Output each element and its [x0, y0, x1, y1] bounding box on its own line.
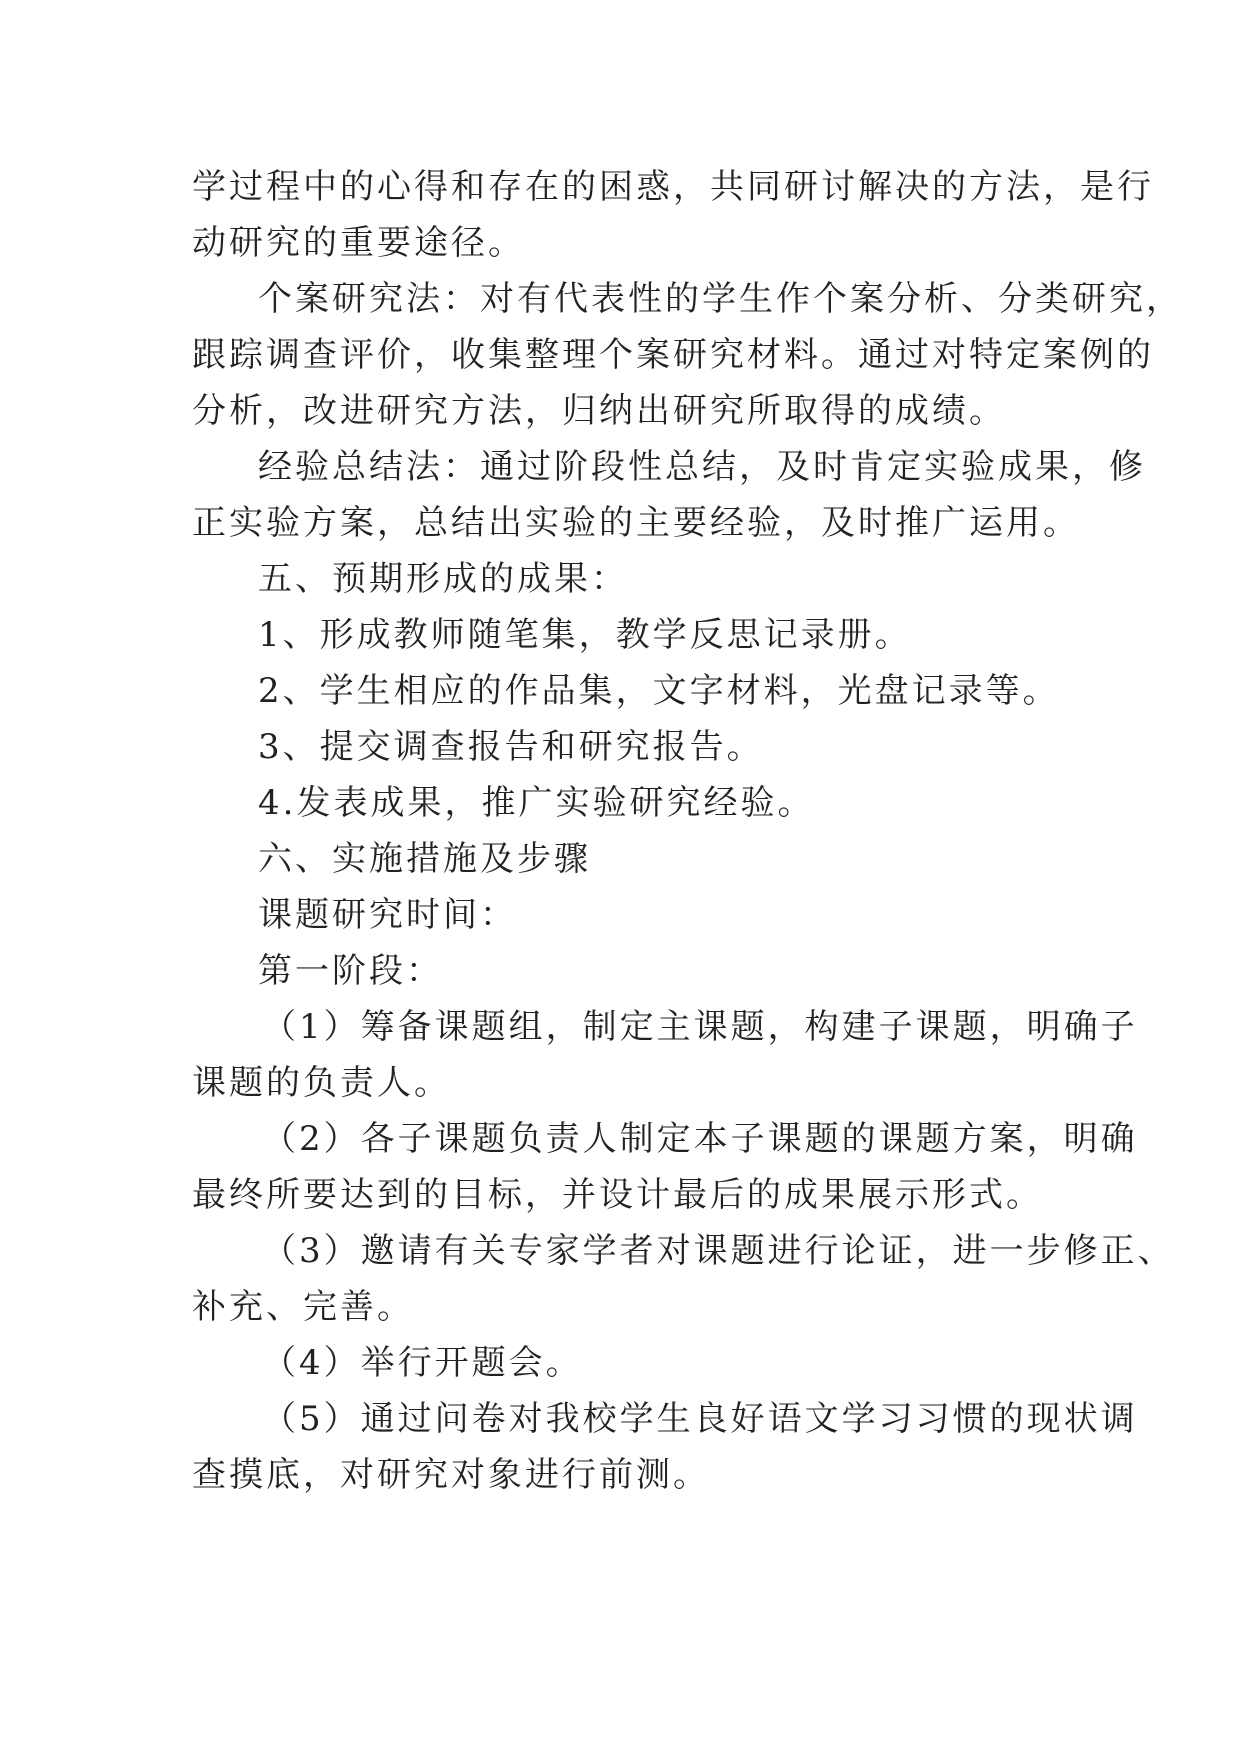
text-line: 分析，改进研究方法，归纳出研究所取得的成绩。	[192, 391, 1006, 431]
paragraph-experience-summary: 经验总结法：通过阶段性总结，及时肯定实验成果，修	[258, 447, 1146, 487]
text-line: 学过程中的心得和存在的困惑，共同研讨解决的方法，是行	[192, 167, 1154, 207]
text-line: 补充、完善。	[192, 1287, 414, 1327]
list-item: （5）通过问卷对我校学生良好语文学习习惯的现状调	[262, 1399, 1138, 1439]
list-item: （2）各子课题负责人制定本子课题的课题方案，明确	[262, 1119, 1138, 1159]
list-item: 1、形成教师随笔集，教学反思记录册。	[258, 615, 912, 655]
section-heading-implementation: 六、实施措施及步骤	[258, 839, 591, 879]
list-item: （3）邀请有关专家学者对课题进行论证，进一步修正、	[262, 1231, 1175, 1271]
list-item: 3、提交调查报告和研究报告。	[258, 727, 764, 767]
paragraph-case-study: 个案研究法：对有代表性的学生作个案分析、分类研究，	[258, 279, 1183, 319]
text-line: 动研究的重要途径。	[192, 223, 525, 263]
subheading-research-time: 课题研究时间：	[258, 895, 517, 935]
text-line: 查摸底，对研究对象进行前测。	[192, 1455, 710, 1495]
text-line: 跟踪调查评价，收集整理个案研究材料。通过对特定案例的	[192, 335, 1154, 375]
list-item: （4）举行开题会。	[262, 1343, 583, 1383]
list-item: （1）筹备课题组，制定主课题，构建子课题，明确子	[262, 1007, 1138, 1047]
section-heading-expected-results: 五、预期形成的成果：	[258, 559, 628, 599]
text-line: 课题的负责人。	[192, 1063, 451, 1103]
subheading-first-stage: 第一阶段：	[258, 951, 443, 991]
text-line: 最终所要达到的目标，并设计最后的成果展示形式。	[192, 1175, 1043, 1215]
list-item: 4.发表成果，推广实验研究经验。	[258, 783, 815, 823]
list-item: 2、学生相应的作品集，文字材料，光盘记录等。	[258, 671, 1060, 711]
text-line: 正实验方案，总结出实验的主要经验，及时推广运用。	[192, 503, 1080, 543]
